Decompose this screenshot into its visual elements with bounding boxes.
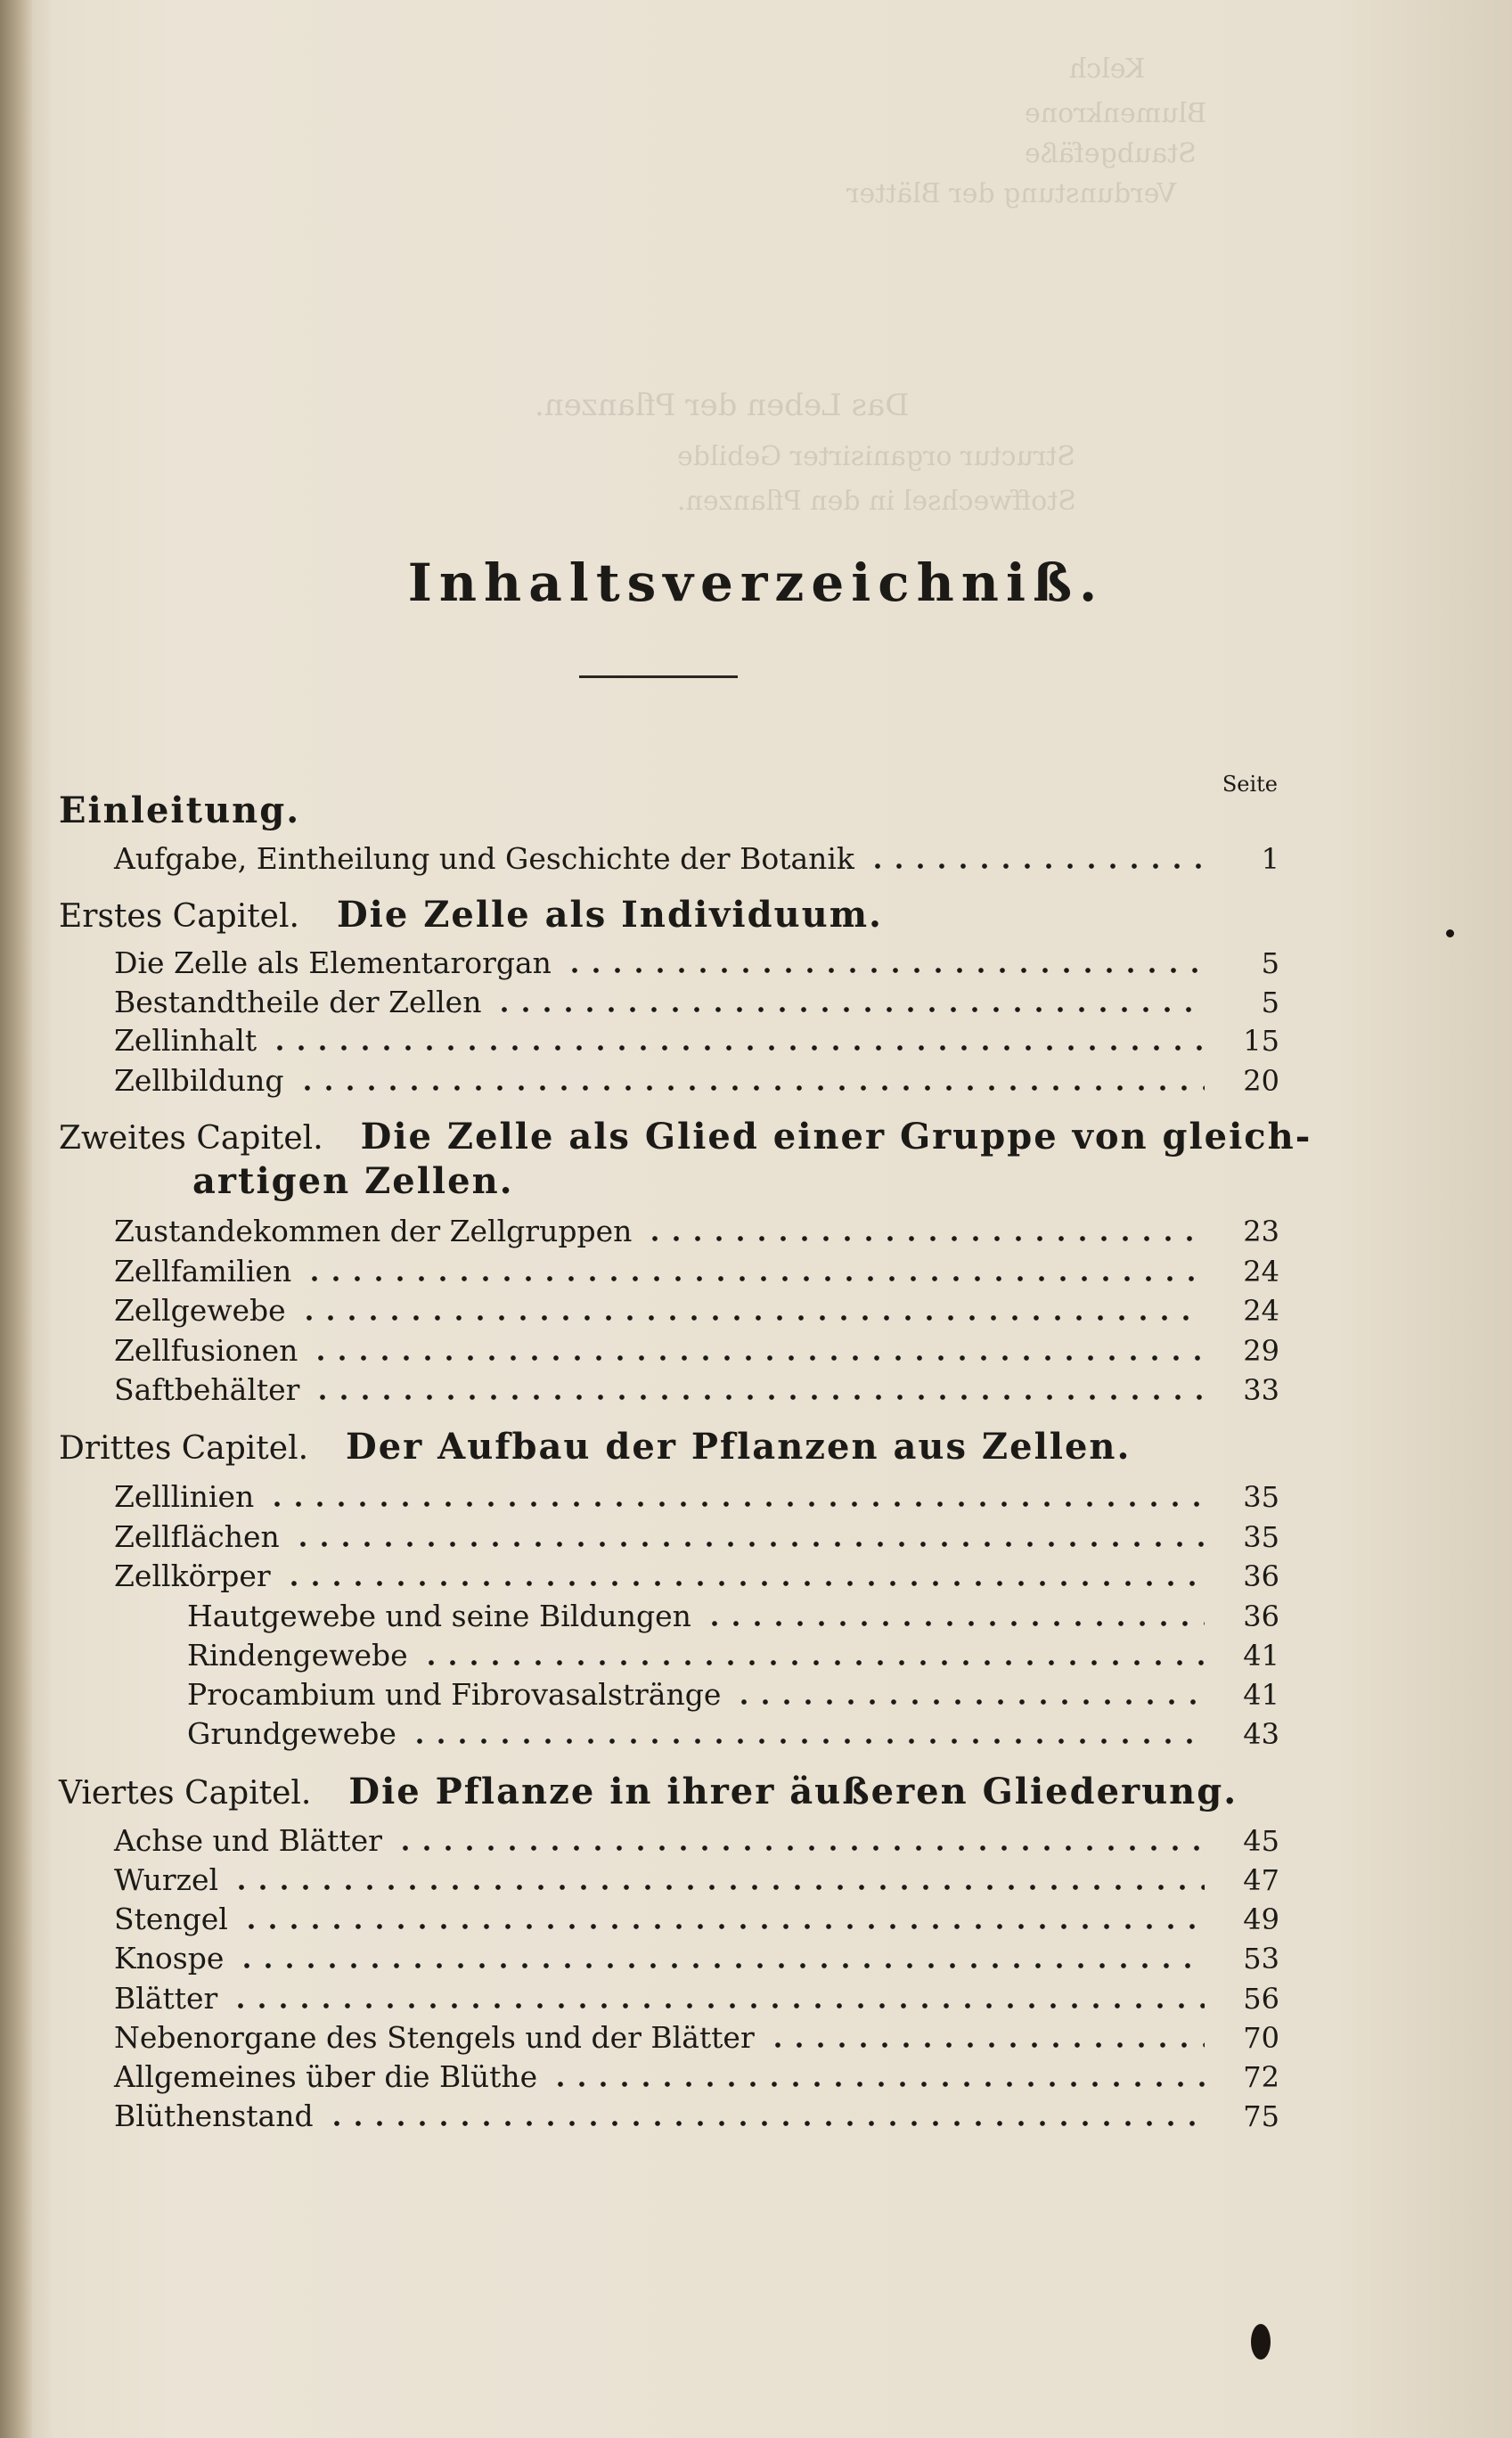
entry-title: Wurzel (114, 1862, 219, 1897)
page-number: 35 (1243, 1480, 1279, 1514)
show-through-text: Blumenkrone (1025, 98, 1207, 129)
entry-title: Zellinhalt (114, 1023, 257, 1058)
dot-leader (298, 1315, 1205, 1321)
page-number: 49 (1243, 1902, 1279, 1936)
show-through-text: Das Leben der Pflanzen. (535, 388, 910, 423)
entry-title: Blüthenstand (114, 2098, 314, 2133)
entry-title: Blätter (114, 1981, 218, 2016)
toc-section-entry (59, 1372, 1279, 1407)
toc-section-entry (59, 1254, 1279, 1289)
page-number: 24 (1243, 1255, 1279, 1289)
toc-section-entry (59, 1981, 1279, 2016)
entry-title: Stengel (114, 1902, 228, 1936)
page-number: 5 (1261, 946, 1279, 980)
page-number: 75 (1243, 2099, 1279, 2133)
page-number: 56 (1243, 1982, 1279, 2016)
entry-title: Achse und Blätter (114, 1823, 382, 1858)
page-number: 53 (1243, 1942, 1279, 1976)
dot-leader (564, 968, 1205, 973)
entry-title: Nebenorgane des Stengels und der Blätter (114, 2020, 755, 2055)
page-number: 15 (1243, 1024, 1279, 1058)
dot-leader (867, 863, 1205, 869)
entry-title: Zellkörper (114, 1559, 271, 1593)
toc-section-entry (59, 985, 1279, 1019)
dot-leader (312, 1395, 1205, 1400)
page-number: 36 (1243, 1559, 1279, 1593)
show-through-text: Verdunstung der Blätter (846, 178, 1177, 209)
dot-leader (241, 1924, 1205, 1929)
entry-title: Hautgewebe und seine Bildungen (187, 1599, 691, 1633)
chapter-number: Viertes Capitel. (59, 1775, 312, 1812)
dot-leader (231, 1885, 1205, 1890)
toc-subsection-entry (59, 1716, 1279, 1751)
toc-section-entry (59, 945, 1279, 980)
page-number: 20 (1243, 1064, 1279, 1098)
dot-leader (292, 1542, 1205, 1547)
chapter-title: Die Zelle als Glied einer Gruppe von gleich- (360, 1116, 1312, 1158)
toc-section-entry (59, 1023, 1279, 1058)
toc-section-entry (59, 1519, 1279, 1554)
entry-title: Zellflächen (114, 1519, 280, 1554)
toc-chapter-heading (59, 894, 1279, 936)
dot-leader (326, 2121, 1205, 2126)
entry-title: Zellbildung (114, 1063, 284, 1098)
ink-speck (1446, 929, 1454, 937)
toc-subsection-entry (59, 1677, 1279, 1712)
entry-title: Grundgewebe (187, 1716, 396, 1751)
ink-blot (1251, 2324, 1271, 2360)
dot-leader (297, 1085, 1205, 1091)
dot-leader (236, 1963, 1205, 1968)
page-number: 33 (1243, 1373, 1279, 1407)
toc-section-entry (59, 1902, 1279, 1936)
dot-leader (269, 1045, 1205, 1051)
page-column-header: Seite (1222, 772, 1278, 797)
toc-section-entry (59, 1063, 1279, 1098)
entry-title: Zustandekommen der Zellgruppen (114, 1214, 633, 1248)
entry-title: Bestandtheile der Zellen (114, 985, 482, 1019)
toc-section-entry (59, 1293, 1279, 1328)
dot-leader (494, 1007, 1205, 1012)
toc-section-entry (59, 2020, 1279, 2055)
page-number: 41 (1243, 1639, 1279, 1673)
chapter-number: Drittes Capitel. (59, 1430, 309, 1467)
chapter-title: Die Pflanze in ihrer äußeren Gliederung. (348, 1771, 1238, 1812)
entry-title: Zellfusionen (114, 1333, 298, 1368)
dot-leader (704, 1621, 1205, 1626)
entry-title: Knospe (114, 1941, 225, 1976)
page-number: 35 (1243, 1520, 1279, 1554)
toc-section-entry (59, 1214, 1279, 1248)
entry-title: Rindengewebe (187, 1638, 408, 1673)
toc-section-entry (59, 2059, 1279, 2094)
chapter-number: Zweites Capitel. (59, 1120, 323, 1157)
entry-title: Zellfamilien (114, 1254, 292, 1289)
entry-title: Aufgabe, Eintheilung und Geschichte der Botanik (114, 841, 854, 876)
page-number: 43 (1243, 1717, 1279, 1751)
toc-section-entry (59, 1559, 1279, 1593)
toc-section-entry (59, 1333, 1279, 1368)
entry-title: Zelllinien (114, 1479, 255, 1514)
toc-section-entry (59, 1823, 1279, 1858)
toc-section-entry (59, 1862, 1279, 1897)
dot-leader (266, 1501, 1205, 1507)
dot-leader (409, 1739, 1205, 1744)
show-through-text: Structur organisirter Gebilde (677, 441, 1075, 472)
dot-leader (230, 2003, 1205, 2008)
dot-leader (644, 1236, 1205, 1241)
entry-title: Die Zelle als Elementarorgan (114, 945, 552, 980)
title-rule (579, 675, 738, 678)
dot-leader (733, 1699, 1205, 1705)
page-number: 47 (1243, 1863, 1279, 1897)
dot-leader (395, 1845, 1205, 1851)
chapter-title: artigen Zellen. (192, 1160, 514, 1202)
page-title: Inhaltsverzeichniß. (407, 552, 1105, 613)
entry-title: Allgemeines über die Blüthe (114, 2059, 538, 2094)
toc-chapter-heading-continuation (59, 1160, 1413, 1202)
page-number: 1 (1261, 842, 1279, 876)
toc-chapter-heading (59, 1426, 1279, 1468)
toc-section-entry (59, 2098, 1279, 2133)
dot-leader (767, 2042, 1205, 2048)
page-number: 72 (1243, 2060, 1279, 2094)
chapter-number: Erstes Capitel. (59, 898, 299, 935)
entry-title: Zellgewebe (114, 1293, 286, 1328)
page-number: 45 (1243, 1824, 1279, 1858)
toc-subsection-entry (59, 1599, 1279, 1633)
entry-title: Procambium und Fibrovasalstränge (187, 1677, 722, 1712)
toc-chapter-heading (59, 789, 1279, 831)
chapter-title: Der Aufbau der Pflanzen aus Zellen. (346, 1426, 1132, 1468)
page-number: 5 (1261, 986, 1279, 1019)
page-number: 24 (1243, 1294, 1279, 1328)
page-number: 41 (1243, 1678, 1279, 1712)
show-through-text: Staubgefäße (1025, 138, 1197, 169)
dot-leader (421, 1660, 1205, 1665)
dot-leader (283, 1581, 1205, 1586)
toc-chapter-heading (59, 1771, 1279, 1812)
page-number: 70 (1243, 2021, 1279, 2055)
page-number: 23 (1243, 1215, 1279, 1248)
page-number: 36 (1243, 1599, 1279, 1633)
chapter-title: Einleitung. (59, 789, 301, 831)
dot-leader (550, 2082, 1205, 2087)
chapter-title: Die Zelle als Individuum. (336, 894, 883, 936)
toc-chapter-heading (59, 1116, 1312, 1158)
dot-leader (304, 1276, 1205, 1281)
toc-section-entry (59, 1941, 1279, 1976)
dot-leader (310, 1355, 1205, 1361)
toc-section-entry (59, 1479, 1279, 1514)
show-through-text: Stoffwechsel in den Pflanzen. (677, 486, 1076, 517)
page-number: 29 (1243, 1334, 1279, 1368)
book-gutter (0, 0, 32, 2438)
toc-subsection-entry (59, 1638, 1279, 1673)
toc-section-entry (59, 841, 1279, 876)
entry-title: Saftbehälter (114, 1372, 300, 1407)
show-through-text: Kelch (1069, 53, 1146, 85)
